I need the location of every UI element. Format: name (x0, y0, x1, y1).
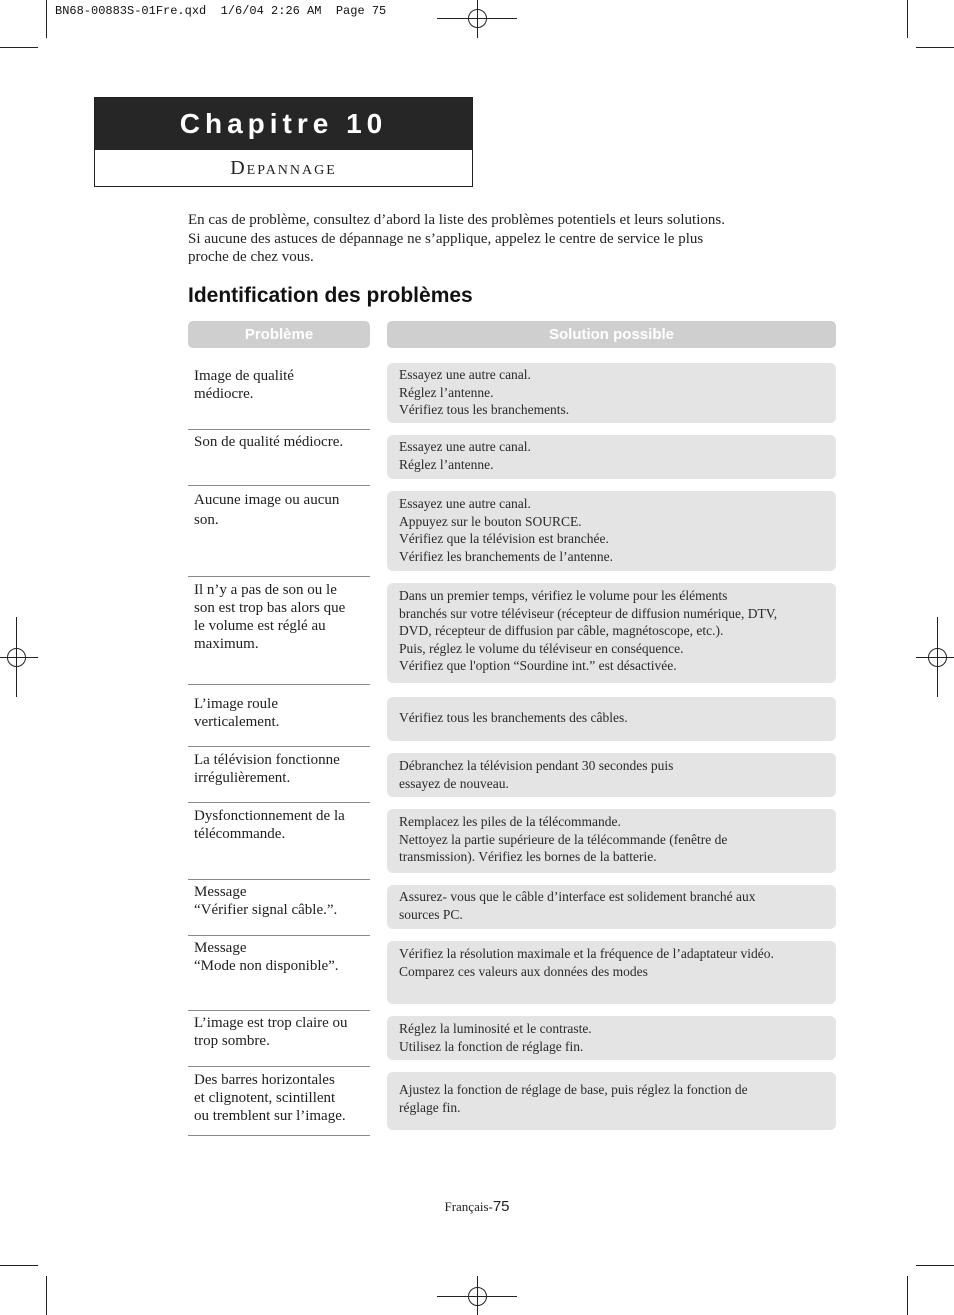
solution-line: Vérifiez tous les branchements. (399, 402, 570, 417)
solution-line: Comparez ces valeurs aux données des modes (399, 963, 648, 979)
problem-line: La télévision fonctionne (194, 752, 340, 768)
solution-line: DVD, récepteur de diffusion par câble, magnétoscope, etc.). (399, 623, 724, 638)
problem-line: Message (194, 884, 247, 900)
problem-line: maximum. (194, 636, 259, 652)
row-divider (188, 1010, 370, 1011)
problem-cell (194, 695, 370, 731)
problem-cell (194, 751, 370, 787)
row-divider (188, 1135, 370, 1136)
row-divider (188, 485, 370, 486)
solution-line: Remplacez les piles de la télécommande. (399, 814, 621, 829)
solution-cell (387, 363, 836, 423)
solution-line: Vérifiez que l'option “Sourdine int.” est désactivée. (399, 658, 677, 673)
row-divider (188, 429, 370, 430)
solution-line: Réglez la luminosité et le contraste. (399, 1021, 592, 1036)
problem-line: L’image est trop claire ou (194, 1015, 348, 1031)
intro-line: En cas de problème, consultez d’abord la liste des problèmes potentiels et leurs solutions. (188, 212, 725, 228)
problem-line: “Vérifier signal câble.”. (194, 902, 338, 918)
solution-line: Dans un premier temps, vérifiez le volume pour les éléments (399, 588, 728, 603)
solution-cell (387, 809, 836, 873)
solution-line: Vérifiez que la télévision est branchée. (399, 531, 609, 546)
problem-cell (194, 367, 370, 403)
solution-line: Essayez une autre canal. (399, 496, 531, 511)
problem-cell (194, 1071, 370, 1125)
row-divider (188, 802, 370, 803)
section-heading: Identification des problèmes (188, 284, 473, 307)
problem-line: Message (194, 940, 247, 956)
solution-line: Vérifiez tous les branchements des câbles. (399, 710, 628, 725)
problem-line: télécommande. (194, 826, 286, 842)
problem-line: “Mode non disponible”. (194, 958, 339, 974)
problem-cell (194, 883, 370, 919)
solution-line: transmission). Vérifiez les bornes de la batterie. (399, 849, 657, 864)
chapter-subtitle-initial: D (230, 157, 247, 179)
solution-cell (387, 697, 836, 741)
intro-line: proche de chez vous. (188, 249, 314, 265)
row-divider (188, 746, 370, 747)
solution-line: Vérifiez les branchements de l’antenne. (399, 548, 614, 564)
problem-cell (194, 433, 370, 451)
solution-cell (387, 1072, 836, 1130)
solution-line: Assurez- vous que le câble d’interface est solidement branché aux (399, 889, 756, 904)
solution-line: Puis, réglez le volume du téléviseur en conséquence. (399, 640, 684, 656)
problem-line: médiocre. (194, 386, 254, 402)
problem-line: ou tremblent sur l’image. (194, 1108, 346, 1124)
chapter-subtitle-rest: EPANNAGE (246, 163, 337, 178)
solution-cell (387, 491, 836, 571)
header-problem: Problème (188, 321, 370, 348)
print-header: BN68-00883S-01Fre.qxd 1/6/04 2:26 AM Page 75 (55, 4, 387, 18)
solution-cell (387, 941, 836, 1004)
page-number: 75 (492, 1198, 510, 1215)
problem-line: Image de qualité (194, 368, 294, 384)
solution-line: Essayez une autre canal. (399, 439, 531, 454)
solution-cell (387, 885, 836, 929)
chapter-title: Chapitre 10 (95, 98, 472, 150)
row-divider (188, 935, 370, 936)
problem-line: son. (194, 512, 219, 528)
solution-line: essayez de nouveau. (399, 775, 509, 791)
page-footer (0, 1198, 954, 1215)
problem-line: L’image roule (194, 696, 279, 712)
problem-line: et clignotent, scintillent (194, 1090, 336, 1106)
chapter-banner (94, 97, 473, 187)
solution-line: sources PC. (399, 906, 463, 922)
problem-line: Aucune image ou aucun (194, 492, 340, 508)
row-divider (188, 684, 370, 685)
problem-cell (194, 939, 370, 975)
row-divider (188, 879, 370, 880)
problem-line: Dysfonctionnement de la (194, 808, 345, 824)
solution-cell (387, 753, 836, 797)
row-divider (188, 1066, 370, 1067)
problem-cell (194, 1014, 370, 1050)
problem-line: irrégulièrement. (194, 770, 291, 786)
problem-line: son est trop bas alors que (194, 600, 346, 616)
problem-cell (194, 807, 370, 843)
problem-cell (194, 581, 370, 653)
problem-line: Il n’y a pas de son ou le (194, 582, 337, 598)
problem-line: trop sombre. (194, 1033, 270, 1049)
solution-line: Ajustez la fonction de réglage de base, puis réglez la fonction de (399, 1082, 748, 1097)
solution-line: Utilisez la fonction de réglage fin. (399, 1038, 584, 1054)
chapter-subtitle (95, 150, 472, 186)
problem-line: verticalement. (194, 714, 280, 730)
problem-cell (194, 490, 370, 530)
solution-line: Nettoyez la partie supérieure de la télécommande (fenêtre de (399, 831, 728, 847)
header-solution: Solution possible (387, 321, 836, 348)
solution-line: Essayez une autre canal. (399, 367, 531, 382)
solution-cell (387, 435, 836, 479)
solution-line: branchés sur votre téléviseur (récepteur de diffusion numérique, DTV, (399, 605, 778, 621)
row-divider (188, 576, 370, 577)
solution-line: Réglez l’antenne. (399, 456, 494, 472)
problem-line: Des barres horizontales (194, 1072, 335, 1088)
solution-line: Appuyez sur le bouton SOURCE. (399, 513, 582, 529)
footer-language: Français- (444, 1199, 493, 1214)
problem-line: Son de qualité médiocre. (194, 434, 344, 450)
solution-cell (387, 1016, 836, 1060)
solution-cell (387, 583, 836, 683)
problem-line: le volume est réglé au (194, 618, 326, 634)
intro-line: Si aucune des astuces de dépannage ne s’applique, appelez le centre de service le plus (188, 230, 704, 247)
solution-line: Débranchez la télévision pendant 30 secondes puis (399, 758, 674, 773)
solution-line: Réglez l’antenne. (399, 384, 494, 400)
solution-line: réglage fin. (399, 1099, 461, 1115)
solution-line: Vérifiez la résolution maximale et la fréquence de l’adaptateur vidéo. (399, 946, 774, 961)
intro-paragraph (188, 211, 808, 267)
